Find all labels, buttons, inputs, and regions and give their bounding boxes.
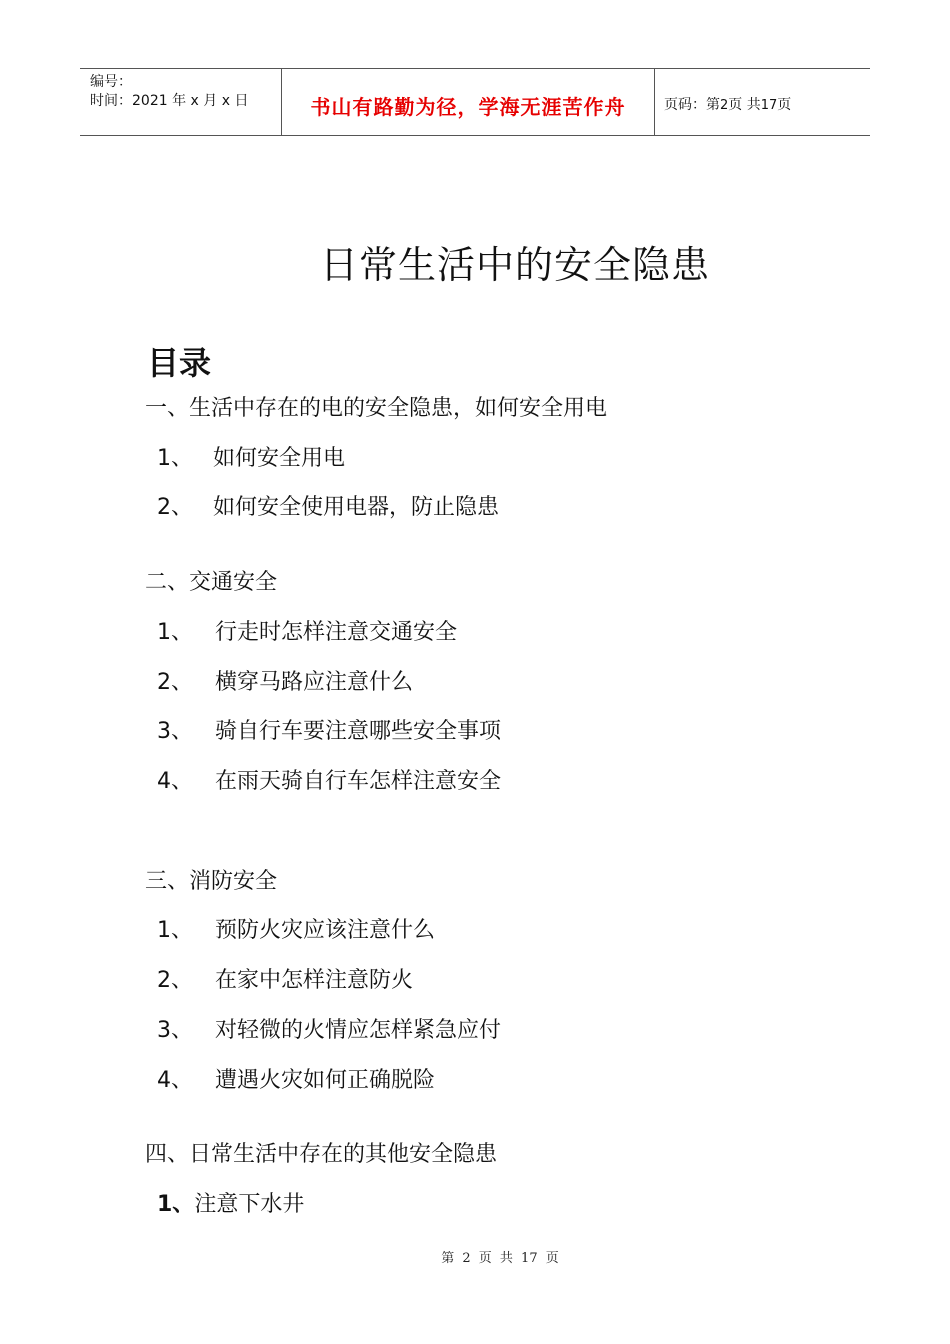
- toc-item: [157, 669, 413, 697]
- toc-item-number: 4、: [157, 1068, 193, 1093]
- toc-item-text: 对轻微的火情应怎样紧急应付: [215, 1018, 502, 1043]
- page-footer: 第 2 页 共 17 页: [441, 1251, 559, 1266]
- toc-item-number: 2、: [157, 495, 193, 520]
- toc-item-text: 横穿马路应注意什么: [215, 670, 414, 695]
- toc-heading: 目录: [147, 344, 212, 382]
- header-divider: [654, 69, 655, 136]
- toc-item: [157, 1191, 304, 1219]
- header-page-number: [664, 94, 791, 114]
- toc-section-heading: 四、日常生活中存在的其他安全隐患: [145, 1142, 498, 1167]
- toc-item: [157, 619, 457, 647]
- toc-item-text: 骑自行车要注意哪些安全事项: [215, 719, 502, 744]
- toc-item: [157, 1067, 435, 1095]
- toc-item-number: 1、: [157, 620, 193, 645]
- page-suffix: 页: [777, 97, 792, 113]
- toc-item-text: 如何安全用电: [213, 446, 346, 471]
- toc-section-heading: 一、生活中存在的电的安全隐患，如何安全用电: [145, 396, 608, 421]
- page-current: 2: [720, 98, 729, 113]
- toc-item: [157, 967, 413, 995]
- toc-item: [157, 917, 435, 945]
- toc-item-text: 如何安全使用电器，防止隐患: [213, 495, 500, 520]
- toc-item-text: 预防火灾应该注意什么: [215, 918, 436, 943]
- toc-section-heading: 二、交通安全: [145, 570, 278, 595]
- toc-item-number: 1、: [157, 918, 193, 943]
- serial-number-label: 编号：: [90, 74, 132, 90]
- toc-item-number: 3、: [157, 719, 193, 744]
- toc-item: [157, 1017, 501, 1045]
- header-meta: [90, 73, 248, 111]
- toc-item-number: 3、: [157, 1018, 193, 1043]
- toc-item: [157, 718, 501, 746]
- toc-item-text: 在家中怎样注意防火: [215, 968, 414, 993]
- toc-item-text: 遭遇火灾如何正确脱险: [215, 1068, 436, 1093]
- toc-item-number: 2、: [157, 968, 193, 993]
- toc-item-text: 行走时怎样注意交通安全: [215, 620, 458, 645]
- toc-section-heading: 三、消防安全: [145, 869, 278, 894]
- page-header: [80, 68, 870, 136]
- page-prefix: 页码：第: [664, 97, 720, 113]
- header-motto: 书山有路勤为径，学海无涯苦作舟: [310, 95, 626, 119]
- document-title: 日常生活中的安全隐患: [319, 243, 710, 287]
- page-mid: 页 共: [728, 97, 761, 113]
- toc-item-number: 1、: [157, 1192, 195, 1217]
- toc-item-text: 在雨天骑自行车怎样注意安全: [215, 769, 502, 794]
- toc-item-number: 2、: [157, 670, 193, 695]
- toc-item: [157, 494, 499, 522]
- time-label: 时间：2021 年 x 月 x 日: [90, 93, 249, 109]
- toc-item: [157, 445, 345, 473]
- toc-item-number: 1、: [157, 446, 193, 471]
- toc-item-number: 4、: [157, 769, 193, 794]
- toc-item-text: 注意下水井: [194, 1192, 305, 1217]
- page-total: 17: [760, 98, 778, 113]
- toc-item: [157, 768, 501, 796]
